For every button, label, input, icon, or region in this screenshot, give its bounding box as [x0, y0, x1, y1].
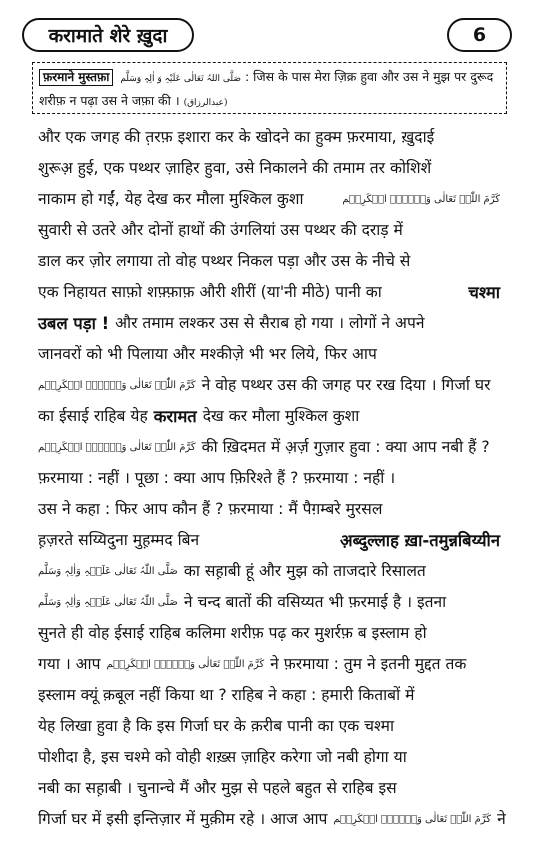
book-title: करामाते शेरे ख़ुदा — [48, 25, 168, 47]
text-line: صَلَّی اللّٰہُ تَعَالٰی عَلَیۡہِ وَاٰلِہٖ وَسَلَّم ने चन्द बातों की वसिय्यत भी फ़रमाई है । इतना — [38, 587, 500, 618]
text-line: येह लिखा हुवा है कि इस गिर्जा घर के क़रीब पानी का एक चश्मा — [38, 717, 395, 735]
text-line: पोशीदा है, इस चश्मे को वोही शख़्स ज़ाहिर करेगा जो नबी होगा या — [38, 748, 407, 766]
text-line: डाल कर ज़ोर लगाया तो वोह पथ्थर निकल पड़ा और उस के नीचे से — [38, 252, 411, 270]
text-line: गिर्जा घर में इसी इन्तिज़ार में मुक़ीम रहे । आज आप کَرَّمَ اللّٰہُ تَعَالٰی وَجۡہَہُ الۡکَرِیۡم ने — [38, 804, 500, 835]
text-line: और एक जगह की त़रफ़ इशारा कर के खोदने का हुक्म फ़रमाया, ख़ुदाई — [38, 128, 435, 146]
hadith-label: फ़रमाने मुस्तफ़ा — [39, 69, 113, 86]
text-line: کَرَّمَ اللّٰہُ تَعَالٰی وَجۡہَہُ الۡکَرِیۡم की ख़िदमत में अ़र्ज़ गुज़ार हुवा : क्या आप नबी हैं ? — [38, 432, 500, 463]
body-text — [38, 122, 506, 835]
hadith-line-2 — [39, 90, 500, 114]
page-number: 6 — [472, 24, 487, 46]
text-line: उबल पड़ा ! और तमाम लश्कर उस से सैराब हो गया । लोगों ने अपने — [38, 308, 500, 339]
bold-chashma: चश्मा — [468, 283, 500, 302]
bold-name: अ़ब्दुल्लाह ख़ा-तमुन्नबिय्यीन — [340, 531, 500, 550]
hadith-source: (عبدالرزاق) — [183, 98, 228, 108]
text-line: एक निहायत साफ़ो शफ़्फ़ाफ़ औरी शीरीं (या'नी मीठे) पानी का चश्मा — [38, 277, 500, 308]
text-line: ह़ज़रते सय्यिदुना मुह़म्मद बिन अ़ब्दुल्लाह ख़ा-तमुन्नबिय्यीन — [38, 525, 500, 556]
bold-karamat: करामत — [153, 407, 197, 426]
text-line: गया । आप کَرَّمَ اللّٰہُ تَعَالٰی وَجۡہَہُ الۡکَرِیۡم ने फ़रमाया : तुम ने इतनी मुद्दत तक — [38, 649, 500, 680]
honorific-ali: کَرَّمَ اللّٰہُ تَعَالٰی وَجۡہَہُ الۡکَرِیۡم — [38, 380, 196, 391]
text-line: इस्लाम क्यूं क़बूल नहीं किया था ? राहिब ने कहा : हमारी किताबों में — [38, 686, 415, 704]
text-line: जानवरों को भी पिलाया और मश्कीज़े भी भर लिये, फिर आप — [38, 345, 377, 363]
text-line: کَرَّمَ اللّٰہُ تَعَالٰی وَجۡہَہُ الۡکَرِیۡم ने वोह पथ्थर उस की जगह पर रख दिया । गिर्जा घर — [38, 370, 500, 401]
honorific-nabi: صَلَّی اللّٰہُ تَعَالٰی عَلَیۡہِ وَاٰلِہٖ وَسَلَّم — [38, 566, 178, 577]
text-line: नबी का सह़ाबी । चुनान्चे मैं और मुझ से पहले बहुत से राहिब इस — [38, 779, 397, 797]
text-line: का ईसाई राहिब येह करामत देख कर मौला मुश्किल कुशा — [38, 401, 500, 432]
honorific-ali: کَرَّمَ اللّٰہُ تَعَالٰی وَجۡہَہُ الۡکَرِیۡم — [333, 814, 492, 825]
text-line: صَلَّی اللّٰہُ تَعَالٰی عَلَیۡہِ وَاٰلِہٖ وَسَلَّم का सह़ाबी हूं और मुझ को ताजदारे रिसालत — [38, 556, 500, 587]
honorific-ali: کَرَّمَ اللّٰہُ تَعَالٰی وَجۡہَہُ الۡکَرِیۡم — [342, 194, 500, 205]
text-line: सुवारी से उतरे और दोनों हाथों की उंगलियां उस पथ्थर की दराड़ में — [38, 221, 403, 239]
hadith-line-1 — [39, 66, 500, 90]
hadith-honorific: صَلَّی اللہُ تَعَالٰی عَلَیْہِ وَ اٰلِہٖ وَسَلَّم — [120, 74, 241, 84]
hadith-text-2: शरीफ़ न पढ़ा उस ने जफ़ा की । — [39, 93, 180, 108]
text-line: उस ने कहा : फिर आप कौन हैं ? फ़रमाया : मैं पैग़म्बरे मुरसल — [38, 500, 383, 518]
text-line: नाकाम हो गईं, येह देख कर मौला मुश्किल कुशा کَرَّمَ اللّٰہُ تَعَالٰی وَجۡہَہُ الۡکَرِیۡم — [38, 184, 500, 215]
text-line: शुरूअ़ हुई, एक पथ्थर ज़ाहिर हुवा, उसे निकालने की तमाम तर कोशिशें — [38, 159, 432, 177]
text-line: सुनते ही वोह ईसाई राहिब कलिमा शरीफ़ पढ़ कर मुशर्रफ़ ब इस्लाम हो — [38, 624, 427, 642]
bold-ubal-pada: उबल पड़ा ! — [38, 314, 110, 333]
page-number-badge — [447, 18, 512, 52]
hadith-box — [32, 62, 507, 114]
honorific-nabi: صَلَّی اللّٰہُ تَعَالٰی عَلَیۡہِ وَاٰلِہٖ وَسَلَّم — [38, 597, 178, 608]
book-title-badge — [22, 18, 194, 52]
honorific-ali: کَرَّمَ اللّٰہُ تَعَالٰی وَجۡہَہُ الۡکَرِیۡم — [106, 659, 265, 670]
hadith-text-1: : जिस के पास मेरा ज़िक्र हुवा और उस ने मुझ पर दुरूद — [244, 69, 494, 84]
honorific-ali: کَرَّمَ اللّٰہُ تَعَالٰی وَجۡہَہُ الۡکَرِیۡم — [38, 442, 196, 453]
text-line: फ़रमाया : नहीं । पूछा : क्या आप फ़िरिश्ते हैं ? फ़रमाया : नहीं । — [38, 469, 396, 487]
